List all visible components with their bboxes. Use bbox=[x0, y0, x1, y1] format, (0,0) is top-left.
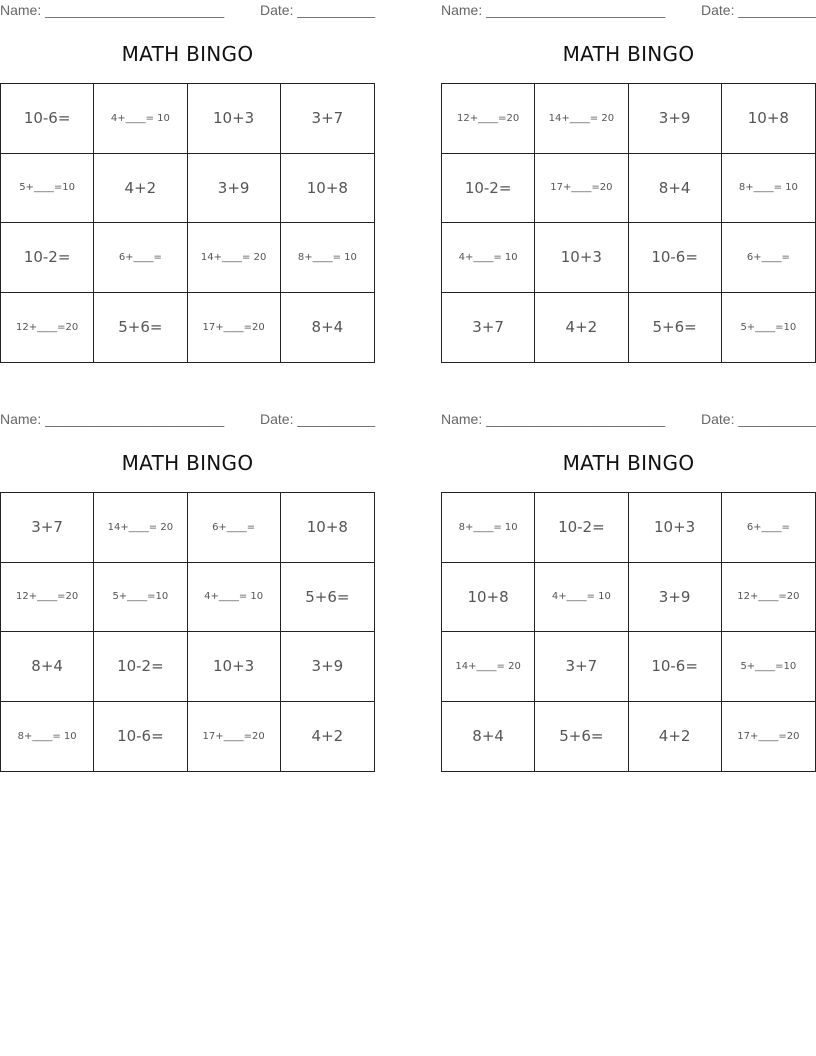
bingo-cell: 10+3 bbox=[188, 84, 281, 154]
name-date-row bbox=[441, 411, 816, 429]
bingo-cell: 4+2 bbox=[311, 727, 344, 746]
bingo-cell: 3+7 bbox=[1, 493, 94, 563]
bingo-cell: 4+____= 10 bbox=[535, 563, 628, 633]
bingo-cell: 17+____=20 bbox=[535, 154, 628, 224]
bingo-cell: 4+2 bbox=[94, 154, 187, 224]
bingo-cell: 10+8 bbox=[442, 563, 535, 633]
bingo-cell: 8+4 bbox=[629, 154, 722, 224]
bingo-cell: 3+9 bbox=[188, 154, 281, 224]
bingo-cell: 4+2 bbox=[629, 702, 722, 772]
bingo-cell: 8+4 bbox=[1, 632, 94, 702]
name-date-row bbox=[441, 2, 816, 20]
name-field: Name: _______________________ bbox=[0, 2, 225, 18]
bingo-cell: 12+____=20 bbox=[722, 563, 815, 633]
bingo-cell: 10-2= bbox=[535, 493, 628, 563]
bingo-cell: 5+____=10 bbox=[722, 632, 815, 702]
bingo-cell: 8+____= 10 bbox=[722, 154, 815, 224]
bingo-cell: 8+4 bbox=[311, 318, 344, 337]
bingo-cell: 4+____= 10 bbox=[188, 563, 281, 633]
bingo-grid bbox=[441, 83, 816, 363]
bingo-cell: 14+____= 20 bbox=[94, 493, 187, 563]
bingo-cell: 8+____= 10 bbox=[442, 493, 535, 563]
date-field: Date: __________ bbox=[260, 411, 376, 427]
card-title: MATH BINGO bbox=[562, 42, 695, 66]
bingo-cell: 10+8 bbox=[281, 154, 374, 224]
bingo-cell: 3+9 bbox=[629, 563, 722, 633]
bingo-cell: 10-6= bbox=[1, 84, 94, 154]
bingo-cell: 14+____= 20 bbox=[188, 223, 281, 293]
bingo-cell: 10+8 bbox=[722, 84, 815, 154]
bingo-cell: 12+____=20 bbox=[442, 84, 535, 154]
bingo-cell: 6+____= bbox=[722, 493, 815, 563]
name-field: Name: _______________________ bbox=[441, 2, 666, 18]
bingo-cell: 3+7 bbox=[442, 293, 535, 363]
bingo-cell: 4+____= 10 bbox=[94, 84, 187, 154]
date-field: Date: __________ bbox=[260, 2, 376, 18]
bingo-cell: 14+____= 20 bbox=[442, 632, 535, 702]
bingo-cell: 17+____=20 bbox=[737, 730, 800, 742]
bingo-cell: 14+____= 20 bbox=[535, 84, 628, 154]
bingo-cell: 8+____= 10 bbox=[281, 223, 374, 293]
name-date-row bbox=[0, 2, 375, 20]
bingo-cell: 10+8 bbox=[281, 493, 374, 563]
card-title: MATH BINGO bbox=[121, 42, 254, 66]
bingo-cell: 5+6= bbox=[629, 293, 722, 363]
bingo-cell: 8+____= 10 bbox=[1, 702, 94, 772]
bingo-cell: 10+3 bbox=[535, 223, 628, 293]
bingo-cell: 10-6= bbox=[94, 702, 187, 772]
bingo-grid bbox=[0, 83, 375, 363]
bingo-cell: 6+____= bbox=[722, 223, 815, 293]
bingo-cell: 10-6= bbox=[629, 223, 722, 293]
bingo-cell: 3+9 bbox=[629, 84, 722, 154]
bingo-grid bbox=[441, 492, 816, 772]
date-field: Date: __________ bbox=[701, 2, 816, 18]
card-title: MATH BINGO bbox=[121, 451, 254, 475]
name-date-row bbox=[0, 411, 375, 429]
bingo-cell: 10-2= bbox=[442, 154, 535, 224]
bingo-cell: 6+____= bbox=[94, 223, 187, 293]
card-title: MATH BINGO bbox=[562, 451, 695, 475]
bingo-cell: 10-6= bbox=[629, 632, 722, 702]
name-field: Name: _______________________ bbox=[0, 411, 225, 427]
bingo-cell: 10-2= bbox=[94, 632, 187, 702]
bingo-cell: 3+7 bbox=[535, 632, 628, 702]
bingo-grid bbox=[0, 492, 375, 772]
bingo-cell: 3+7 bbox=[281, 84, 374, 154]
bingo-cell: 17+____=20 bbox=[188, 293, 281, 363]
date-field: Date: __________ bbox=[701, 411, 816, 427]
bingo-cell: 12+____=20 bbox=[1, 563, 94, 633]
bingo-cell: 5+____=10 bbox=[1, 154, 94, 224]
bingo-cell: 10+3 bbox=[629, 493, 722, 563]
bingo-cell: 17+____=20 bbox=[188, 702, 281, 772]
bingo-cell: 5+____=10 bbox=[94, 563, 187, 633]
bingo-cell: 8+4 bbox=[442, 702, 535, 772]
bingo-cell: 10+3 bbox=[188, 632, 281, 702]
bingo-cell: 5+6= bbox=[535, 702, 628, 772]
bingo-cell: 4+2 bbox=[535, 293, 628, 363]
bingo-cell: 6+____= bbox=[188, 493, 281, 563]
bingo-cell: 5+____=10 bbox=[740, 321, 797, 333]
bingo-cell: 5+6= bbox=[281, 563, 374, 633]
bingo-cell: 10-2= bbox=[1, 223, 94, 293]
bingo-cell: 3+9 bbox=[281, 632, 374, 702]
bingo-cell: 5+6= bbox=[94, 293, 187, 363]
bingo-cell: 12+____=20 bbox=[1, 293, 94, 363]
bingo-cell: 4+____= 10 bbox=[442, 223, 535, 293]
name-field: Name: _______________________ bbox=[441, 411, 666, 427]
